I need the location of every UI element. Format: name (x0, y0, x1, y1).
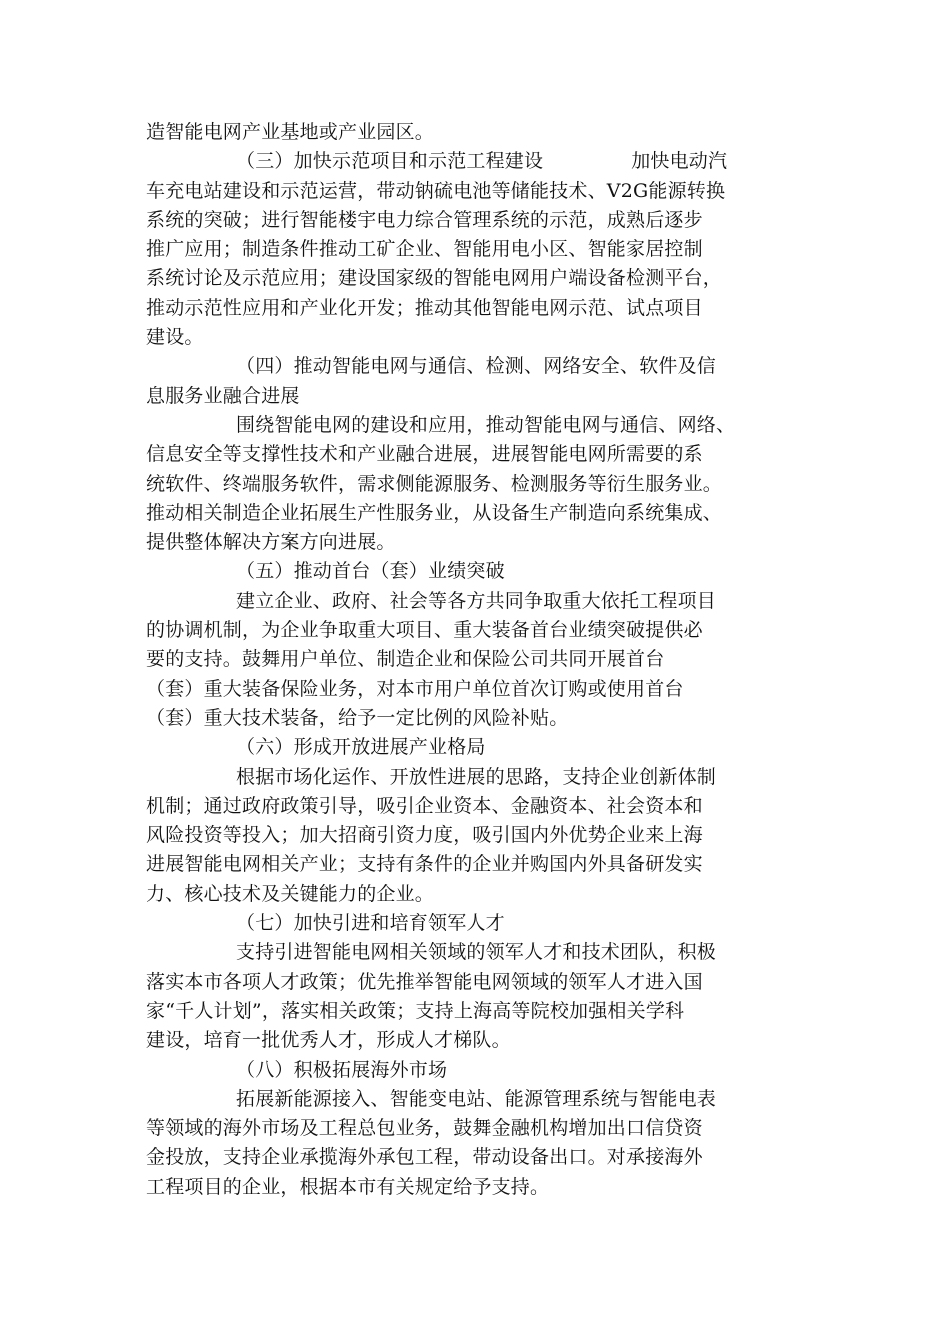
paragraph-line: 信息安全等支撑性技术和产业融合进展，进展智能电网所需要的系 (146, 443, 703, 466)
paragraph-line: （套）重大装备保险业务，对本市用户单位首次订购或使用首台 (146, 677, 684, 700)
section-heading-4: （四）推动智能电网与通信、检测、网络安全、软件及信 (236, 355, 717, 378)
paragraph-line: 推广应用；制造条件推动工矿企业、智能用电小区、智能家居控制 (146, 238, 703, 261)
paragraph-line: 进展智能电网相关产业；支持有条件的企业并购国内外具备研发实 (146, 853, 703, 876)
section-heading-line (146, 147, 812, 176)
paragraph-line: 造智能电网产业基地或产业园区。 (146, 121, 435, 143)
paragraph-line: 要的支持。鼓舞用户单位、制造企业和保险公司共同开展首台 (146, 648, 665, 671)
paragraph-line: 推动示范性应用和产业化开发；推动其他智能电网示范、试点项目 (146, 296, 703, 319)
paragraph-line: 建立企业、政府、社会等各方共同争取重大依托工程项目 (236, 589, 717, 612)
section-heading-5: （五）推动首台（套）业绩突破 (236, 560, 505, 583)
paragraph-line: 家“千人计划”，落实相关政策；支持上海高等院校加强相关学科 (146, 999, 685, 1022)
section-heading-7: （七）加快引进和培育领军人才 (236, 912, 505, 935)
paragraph-line: 建设。 (146, 326, 204, 349)
paragraph-line: 建设，培育一批优秀人才，形成人才梯队。 (146, 1029, 511, 1052)
paragraph-line: 车充电站建设和示范运营，带动钠硫电池等储能技术、V2G能源转换 (146, 179, 726, 202)
paragraph-line: 风险投资等投入；加大招商引资力度，吸引国内外优势企业来上海 (146, 824, 703, 847)
paragraph-line: 工程项目的企业，根据本市有关规定给予支持。 (146, 1175, 550, 1198)
paragraph-line: 拓展新能源接入、智能变电站、能源管理系统与智能电表 (236, 1087, 717, 1110)
paragraph-line: （套）重大技术装备，给予一定比例的风险补贴。 (146, 706, 569, 729)
paragraph-line: 机制；通过政府政策引导，吸引企业资本、金融资本、社会资本和 (146, 794, 703, 817)
document-body (146, 118, 812, 1202)
paragraph-line: 根据市场化运作、开放性进展的思路，支持企业创新体制 (236, 765, 717, 788)
paragraph-line: 力、核心技术及关键能力的企业。 (146, 882, 435, 905)
paragraph-line: 支持引进智能电网相关领域的领军人才和技术团队，积极 (236, 941, 717, 964)
paragraph-start: 加快电动汽 (631, 150, 728, 173)
paragraph-line: 落实本市各项人才政策；优先推举智能电网领域的领军人才进入国 (146, 970, 703, 993)
section-heading-6: （六）形成开放进展产业格局 (236, 736, 486, 759)
paragraph-line: 金投放，支持企业承揽海外承包工程，带动设备出口。对承接海外 (146, 1146, 703, 1169)
section-heading-8: （八）积极拓展海外市场 (236, 1058, 448, 1081)
paragraph-line: 等领域的海外市场及工程总包业务，鼓舞金融机构增加出口信贷资 (146, 1117, 703, 1140)
paragraph-line: 提供整体解决方案方向进展。 (146, 531, 396, 554)
paragraph-line: 推动相关制造企业拓展生产性服务业，从设备生产制造向系统集成、 (146, 501, 723, 524)
paragraph-line: 围绕智能电网的建设和应用，推动智能电网与通信、网络、 (236, 413, 736, 436)
section-heading-3: （三）加快示范项目和示范工程建设 (236, 150, 544, 173)
paragraph-line: 系统讨论及示范应用；建设国家级的智能电网用户端设备检测平台， (146, 267, 723, 290)
paragraph-line: 统软件、终端服务软件，需求侧能源服务、检测服务等衍生服务业。 (146, 472, 723, 495)
paragraph-line: 系统的突破；进行智能楼宇电力综合管理系统的示范，成熟后逐步 (146, 208, 703, 231)
paragraph-line: 的协调机制，为企业争取重大项目、重大装备首台业绩突破提供必 (146, 619, 703, 642)
section-heading-4-continued: 息服务业融合进展 (146, 384, 300, 407)
